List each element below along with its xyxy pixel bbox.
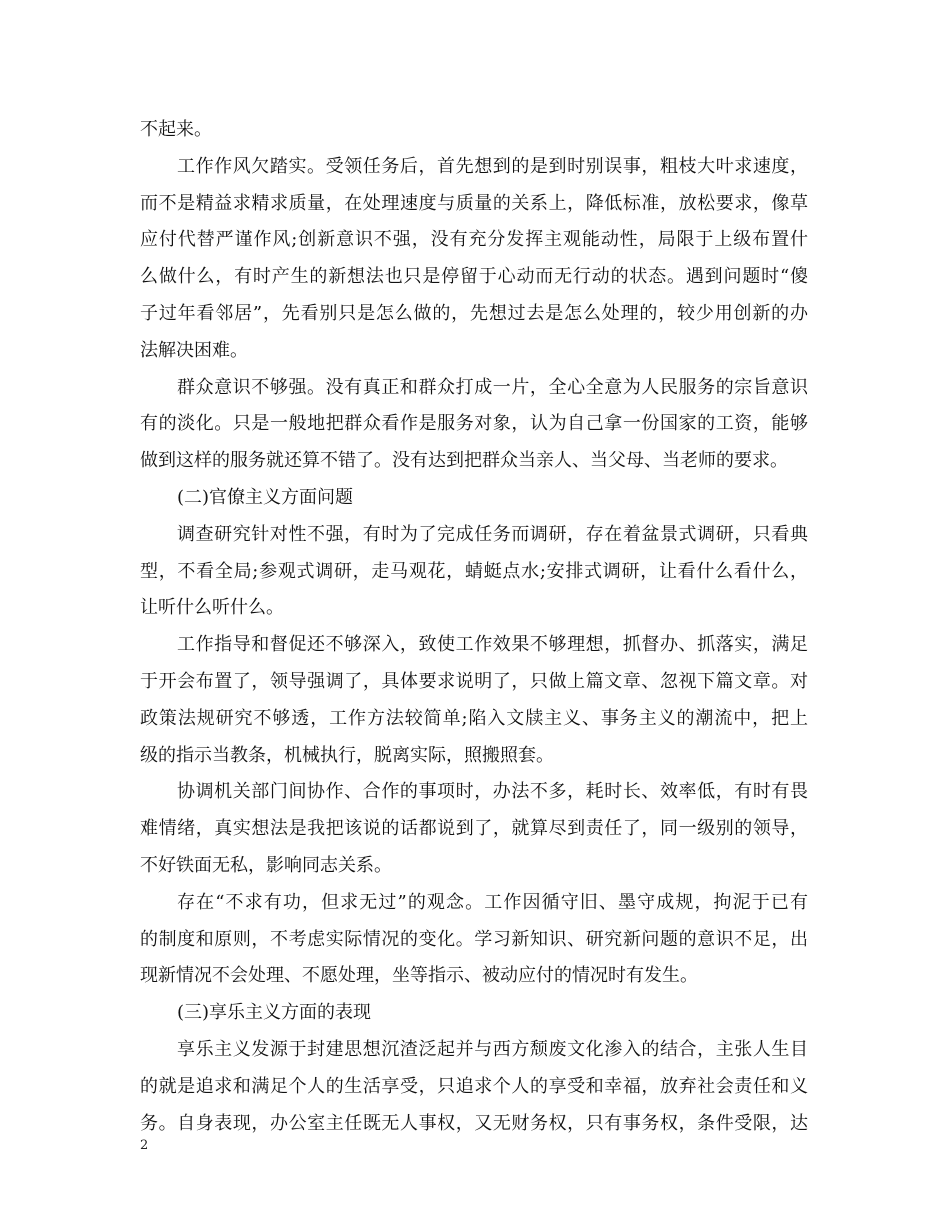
text-line: 级的指示当教条，机械执行，脱离实际，照搬照套。	[140, 744, 554, 766]
text-line: 难情绪，真实想法是我把该说的话都说到了，就算尽到责任了，同一级别的领导，	[140, 818, 808, 840]
text-line: 享乐主义发源于封建思想沉渣泛起并与西方颓废文化渗入的结合，主张人生目	[177, 1038, 808, 1060]
text-line: 应付代替严谨作风;创新意识不强，没有充分发挥主观能动性，局限于上级布置什	[140, 229, 808, 251]
text-line: 务。自身表现，办公室主任既无人事权，又无财务权，只有事务权，条件受限，达	[140, 1112, 808, 1134]
text-line: 而不是精益求精求质量，在处理速度与质量的关系上，降低标准，放松要求，像草	[140, 192, 808, 214]
text-line: 的就是追求和满足个人的生活享受，只追求个人的享受和幸福，放弃社会责任和义	[140, 1075, 808, 1097]
text-line: 做到这样的服务就还算不错了。没有达到把群众当亲人、当父母、当老师的要求。	[140, 450, 788, 472]
text-line: 让听什么听什么。	[140, 597, 284, 619]
text-line: 协调机关部门间协作、合作的事项时，办法不多，耗时长、效率低，有时有畏	[177, 781, 808, 803]
text-line: 政策法规研究不够透，工作方法较简单;陷入文牍主义、事务主义的潮流中，把上	[140, 707, 808, 729]
text-line: 的制度和原则，不考虑实际情况的变化。学习新知识、研究新问题的意识不足，出	[140, 928, 808, 950]
text-line: 不起来。	[140, 119, 212, 140]
text-line: 子过年看邻居”，先看别只是怎么做的，先想过去是怎么处理的，较少用创新的办	[140, 302, 808, 324]
page-number: 2	[140, 1138, 149, 1153]
text-line: 型，不看全局;参观式调研，走马观花，蜻蜓点水;安排式调研，让看什么看什么，	[140, 560, 808, 582]
text-line: 群众意识不够强。没有真正和群众打成一片，全心全意为人民服务的宗旨意识	[177, 376, 808, 398]
text-line: 不好铁面无私，影响同志关系。	[140, 854, 392, 876]
text-line: 法解决困难。	[140, 339, 248, 361]
text-line: 存在“不求有功，但求无过”的观念。工作因循守旧、墨守成规，拘泥于已有	[177, 891, 808, 913]
body-text	[140, 112, 808, 1142]
text-line: 于开会布置了，领导强调了，具体要求说明了，只做上篇文章、忽视下篇文章。对	[140, 670, 808, 692]
text-line: 调查研究针对性不强，有时为了完成任务而调研，存在着盆景式调研，只看典	[177, 523, 808, 545]
text-line: 工作指导和督促还不够深入，致使工作效果不够理想，抓督办、抓落实，满足	[177, 634, 808, 656]
section-heading: (三)享乐主义方面的表现	[177, 1002, 372, 1024]
section-heading: (二)官僚主义方面问题	[177, 486, 354, 508]
text-line: 工作作风欠踏实。受领任务后，首先想到的是到时别误事，粗枝大叶求速度，	[177, 155, 808, 177]
text-line: 现新情况不会处理、不愿处理，坐等指示、被动应付的情况时有发生。	[140, 965, 698, 987]
text-line: 么做什么，有时产生的新想法也只是停留于心动而无行动的状态。遇到问题时“傻	[140, 266, 808, 288]
text-line: 有的淡化。只是一般地把群众看作是服务对象，认为自己拿一份国家的工资，能够	[140, 413, 808, 435]
